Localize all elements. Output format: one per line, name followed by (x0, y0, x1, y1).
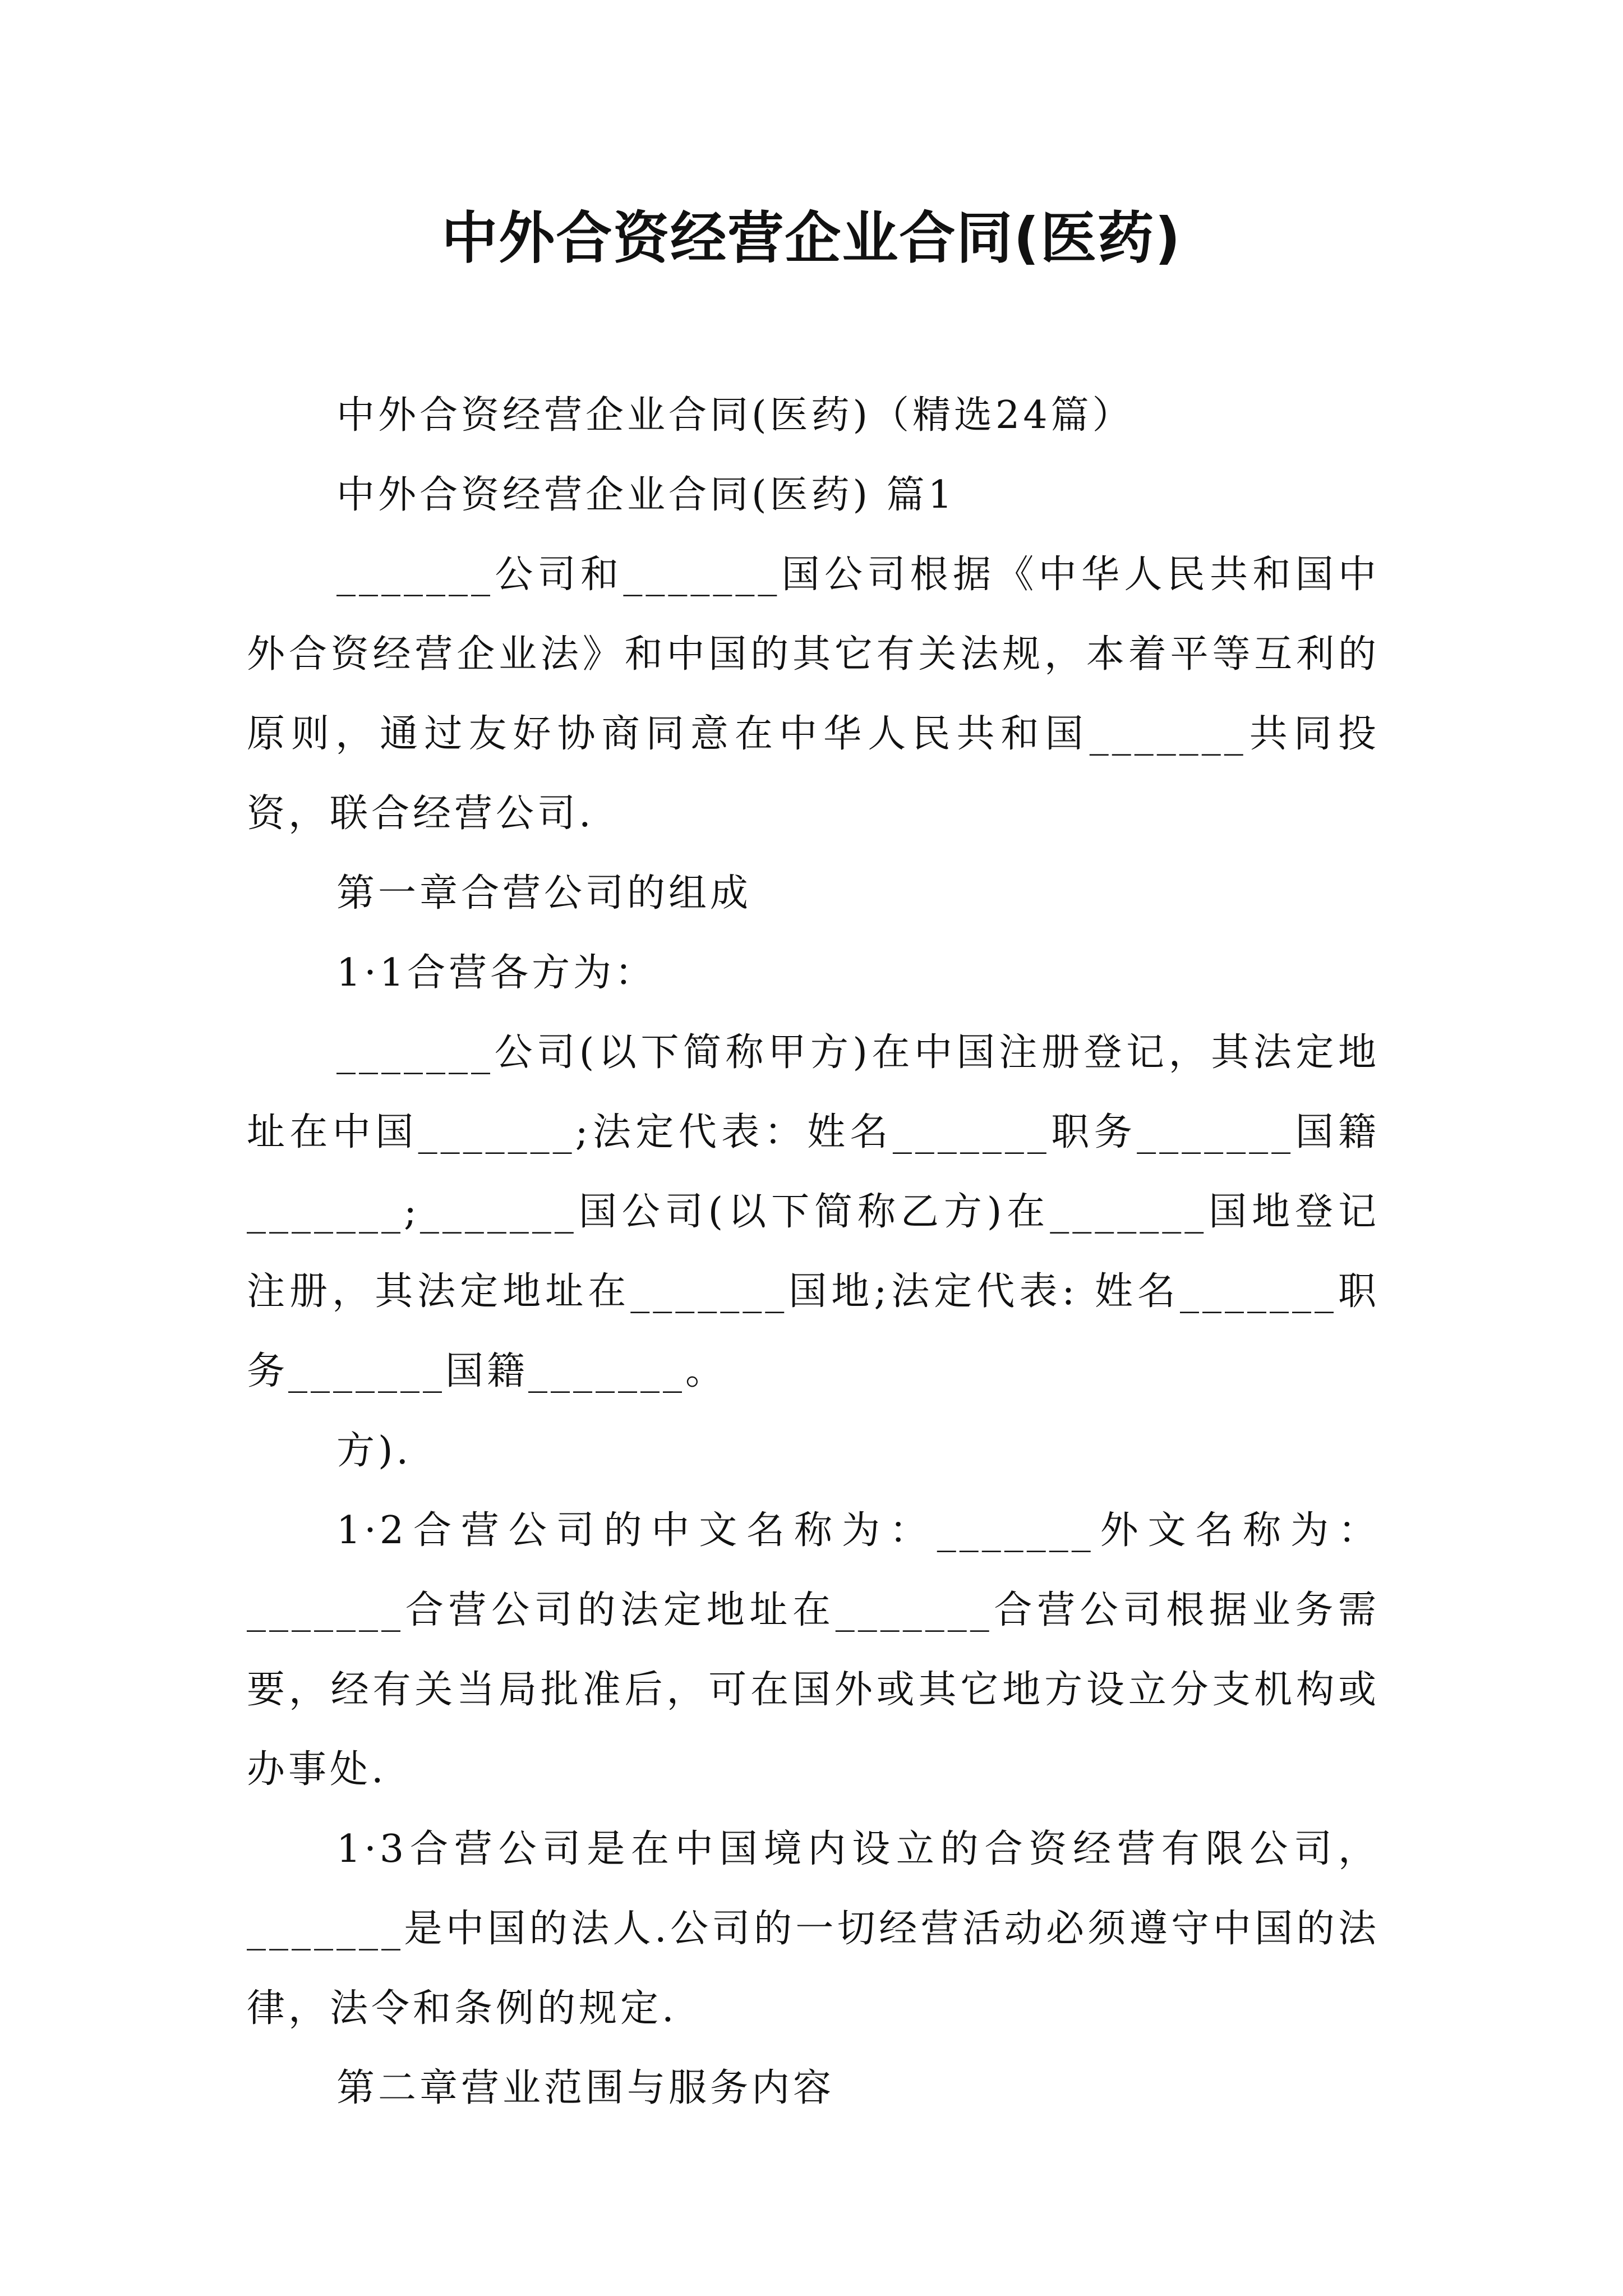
collection-subtitle: 中外合资经营企业合同(医药)（精选24篇） (336, 393, 1134, 438)
chapter-heading-1: 第一章合营公司的组成 (336, 871, 752, 915)
preamble-paragraph: _______公司和_______国公司根据《中华人民共和国中外合资经营企业法》和中国的其它有关法规，本着平等互利的原则，通过友好协商同意在中华人民共和国_______共同投资，联合经营公司. (247, 553, 1380, 836)
clause-1-1: 1·1合营各方为： (336, 951, 657, 995)
document-title: 中外合资经营企业合同(医药) (441, 205, 1182, 271)
clause-1-3: 1·3合营公司是在中国境内设立的合资经营有限公司，_______是中国的法人.公司的一切经营活动必须遵守中国的法律，法令和条例的规定. (247, 1827, 1380, 2031)
document-body (247, 376, 1380, 2128)
parties-paragraph: _______公司(以下简称甲方)在中国注册登记，其法定地址在中国_______;法定代表：姓名_______职务_______国籍_______;_______国公司(以下简称乙方)在_______国地登记注册，其法定地址在_______国地;法定代表: 姓名_______职务_______国籍_______。 (247, 1030, 1380, 1393)
article-heading: 中外合资经营企业合同(医药) 篇1 (336, 473, 956, 517)
fragment-paragraph: 方). (336, 1429, 412, 1473)
chapter-heading-2: 第二章营业范围与服务内容 (336, 2066, 835, 2110)
clause-1-2: 1·2合营公司的中文名称为：_______外文名称为：_______合营公司的法定地址在_______合营公司根据业务需要，经有关当局批准后，可在国外或其它地方设立分支机构或办事处. (247, 1508, 1380, 1792)
